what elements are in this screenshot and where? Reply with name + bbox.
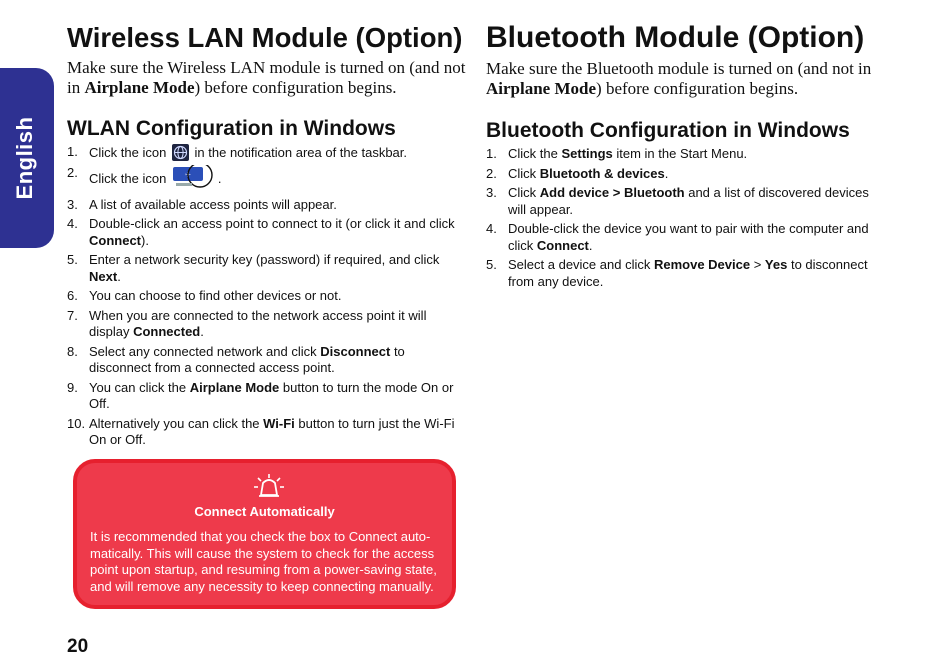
bluetooth-step-3 <box>486 185 886 218</box>
step-emphasis: Add device > Bluetooth <box>539 185 685 200</box>
step-number: 2. <box>486 165 497 181</box>
step-text: Click the <box>508 146 562 161</box>
step-emphasis: Airplane Mode <box>189 379 280 395</box>
step-number: 7. <box>67 307 78 323</box>
bluetooth-steps <box>486 146 886 293</box>
step-number: 3. <box>486 185 497 200</box>
note-title: Connect Automatically <box>194 504 335 519</box>
step-emphasis: Settings <box>561 146 613 161</box>
step-number: 5. <box>67 252 78 267</box>
bluetooth-intro <box>486 59 896 99</box>
step-number: 3. <box>67 196 78 212</box>
step-text: Alternatively you can click the <box>89 415 264 431</box>
step-number: 1. <box>486 146 497 161</box>
wlan-intro-suffix: ) before configuration begins. <box>194 78 397 97</box>
step-text-tail: in the notification area of the taskbar. <box>190 145 408 160</box>
wlan-step-4 <box>67 216 463 249</box>
bluetooth-step-1 <box>486 146 886 163</box>
step-number: 4. <box>67 216 78 231</box>
step-text: A list of available access points will appear. <box>89 196 337 212</box>
step-number: 4. <box>486 221 497 236</box>
bluetooth-section-title: Bluetooth Configuration in Windows <box>486 119 850 142</box>
wlan-step-10 <box>67 416 463 449</box>
step-text: Select a device and click <box>508 257 654 272</box>
step-emphasis: Next <box>89 268 118 284</box>
step-text: Select any connected network and click <box>89 343 321 359</box>
wlan-step-2 <box>67 165 463 189</box>
step-text-tail: to disconnect from a connected access point. <box>89 343 405 375</box>
step-emphasis: Bluetooth & devices <box>539 165 665 181</box>
step-emphasis: Disconnect <box>320 343 391 359</box>
step-text-tail: . <box>664 165 669 181</box>
bluetooth-intro-suffix: ) before configuration begins. <box>596 79 799 98</box>
wlan-step-1 <box>67 144 463 162</box>
wlan-intro-bold: Airplane Mode <box>84 78 195 97</box>
step-text: Click the icon <box>89 145 170 160</box>
wlan-step-7 <box>67 308 463 341</box>
wlan-step-6 <box>67 288 463 305</box>
step-text: Enter a network security key (password) if required, and click <box>89 252 440 267</box>
wlan-steps <box>67 144 463 452</box>
language-tab-label: English <box>12 116 37 200</box>
step-text: When you are connected to the network access point it will display <box>89 307 427 339</box>
step-number: 2. <box>67 164 78 180</box>
step-emphasis: Remove Device <box>653 257 751 272</box>
step-number: 10. <box>67 415 86 431</box>
wlan-section-title: WLAN Configuration in Windows <box>67 117 396 140</box>
step-emphasis-2: Yes <box>764 257 788 272</box>
step-emphasis: Connected <box>133 324 201 339</box>
svg-text:✈: ✈ <box>184 170 191 179</box>
step-text: Click the icon <box>89 170 170 186</box>
page-number: 20 <box>67 636 89 657</box>
step-text: Click <box>508 185 540 200</box>
step-text-tail: ). <box>141 232 149 248</box>
step-text-tail: . <box>588 237 593 253</box>
step-text-tail: > <box>750 257 765 272</box>
step-text-tail: button to turn the mode On or Off. <box>89 379 454 411</box>
step-text-tail: . <box>200 324 204 339</box>
wlan-step-8 <box>67 344 463 377</box>
step-number: 1. <box>67 144 78 159</box>
step-text-tail: item in the Start Menu. <box>612 146 748 161</box>
alert-light-icon <box>252 473 286 504</box>
step-emphasis: Connect <box>536 237 589 253</box>
wlan-title: Wireless LAN Module (Option) <box>67 22 463 53</box>
step-text-tail: and a list of discovered devices will appear. <box>508 185 869 217</box>
wifi-icon <box>172 144 189 161</box>
step-number: 8. <box>67 343 78 359</box>
wlan-step-5 <box>67 252 463 285</box>
step-text-tail: button to turn just the Wi-Fi On or Off. <box>89 415 455 447</box>
note-box <box>73 459 456 609</box>
bluetooth-title: Bluetooth Module (Option) <box>486 21 865 54</box>
bluetooth-step-5 <box>486 257 886 290</box>
bluetooth-step-4 <box>486 221 886 254</box>
airplane-mode-icon <box>172 165 216 189</box>
step-text: You can click the <box>89 379 190 395</box>
note-body: It is recommended that you check the box to Connect auto-matically. This will cause the system to check for the access point upon startup, and resuming from a power-saving state, and will remove any necessity to keep connecting manually. <box>90 529 437 594</box>
step-text: Double-click an access point to connect to it (or click it and click <box>89 216 455 231</box>
step-number: 6. <box>67 288 78 303</box>
step-emphasis: Wi-Fi <box>263 415 295 431</box>
step-text-tail: . <box>217 170 222 186</box>
bluetooth-step-2 <box>486 166 886 183</box>
step-text-tail-2: to disconnect from any device. <box>508 257 868 289</box>
step-text: Double-click the device you want to pair with the computer and click <box>508 221 869 253</box>
step-text: Click <box>508 165 540 181</box>
step-number: 5. <box>486 257 497 272</box>
step-number: 9. <box>67 379 78 395</box>
wlan-step-3 <box>67 197 463 214</box>
wlan-intro <box>67 58 467 98</box>
step-text-tail: . <box>117 268 121 284</box>
step-text: You can choose to find other devices or not. <box>89 288 342 303</box>
step-emphasis: Connect <box>89 232 141 248</box>
wlan-intro-prefix: Make sure the Wireless LAN module is turned on (and not in <box>67 58 466 97</box>
bluetooth-intro-prefix: Make sure the Bluetooth module is turned on (and not in <box>486 59 872 78</box>
bluetooth-intro-bold: Airplane Mode <box>486 79 597 98</box>
wlan-step-9 <box>67 380 463 413</box>
